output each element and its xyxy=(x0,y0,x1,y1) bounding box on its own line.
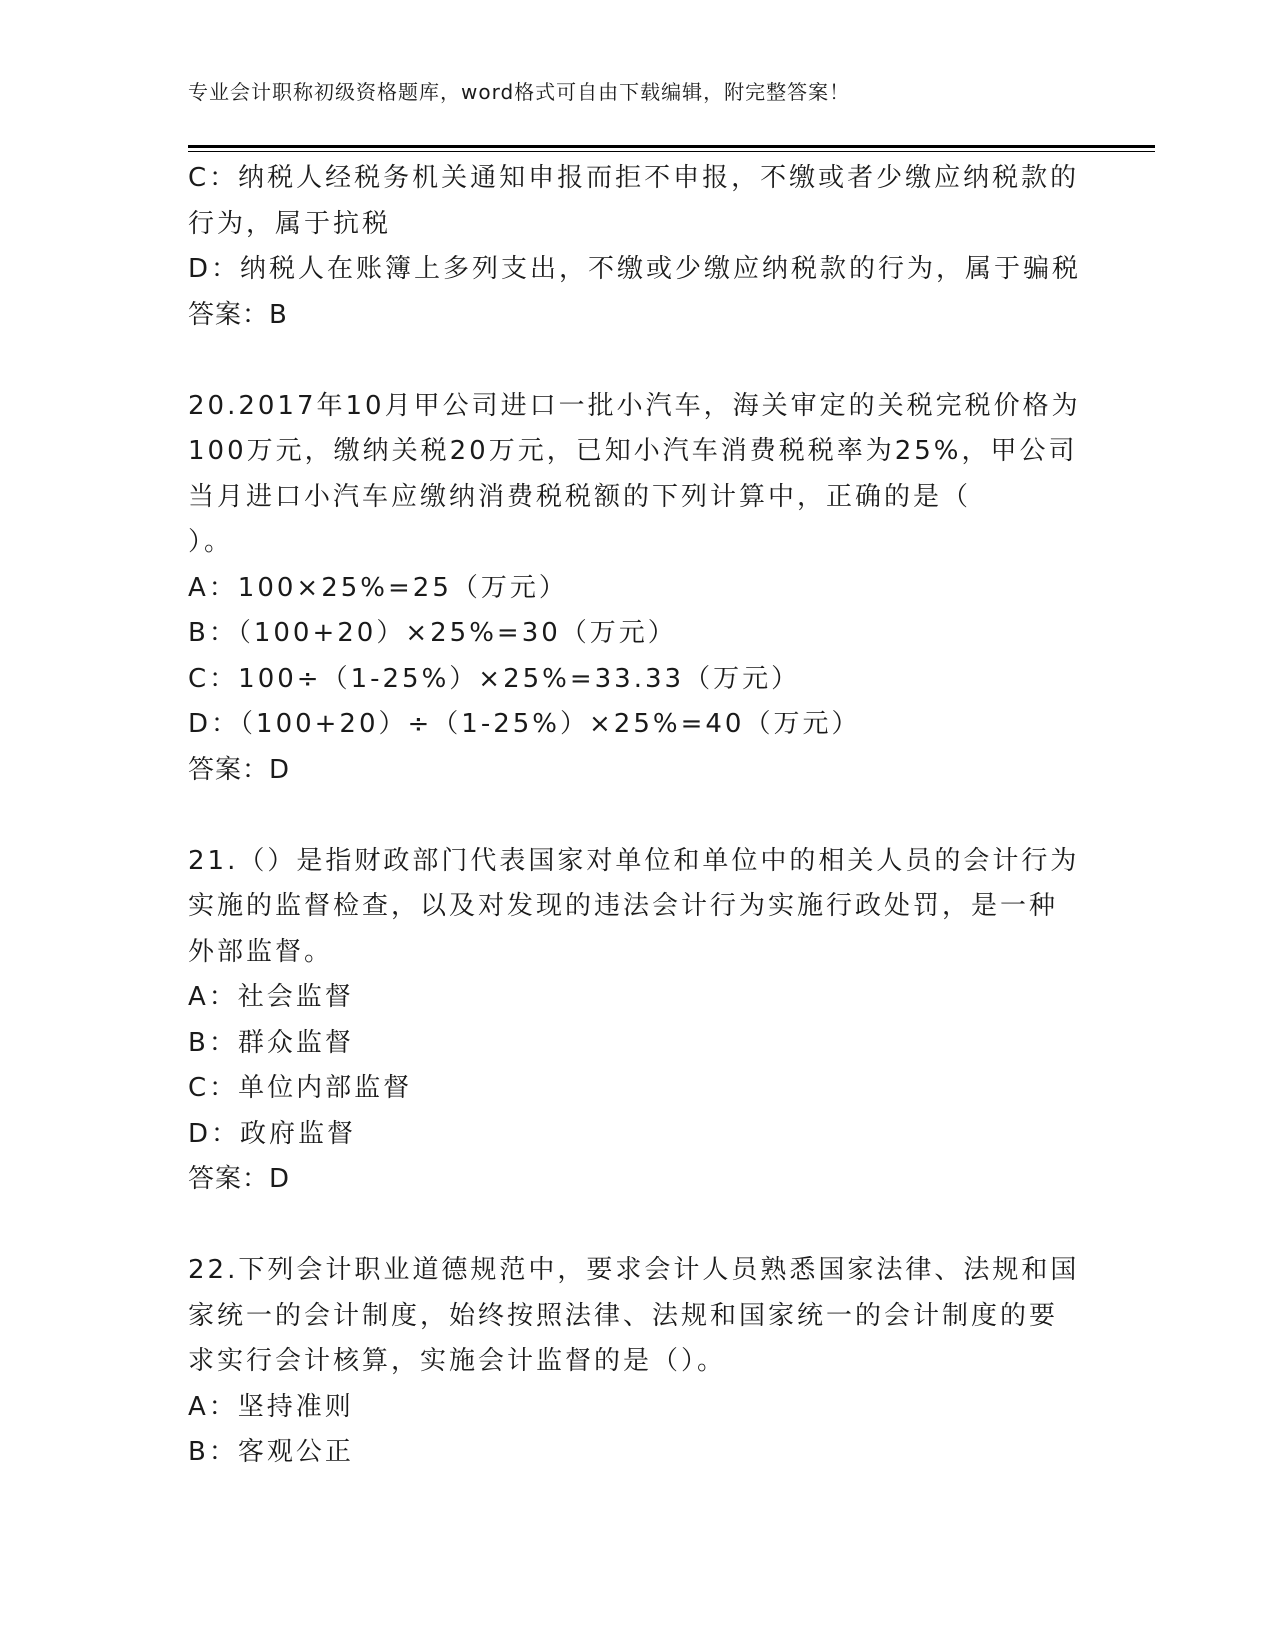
option-c-line-2: 行为，属于抗税 xyxy=(188,208,392,239)
question-20 xyxy=(188,384,1088,794)
option-a: A：坚持准则 xyxy=(188,1391,354,1422)
question-stem-line: 当月进口小汽车应缴纳消费税税额的下列计算中，正确的是（ xyxy=(188,481,972,512)
option-c-line-1: C：纳税人经税务机关通知申报而拒不申报，不缴或者少缴应纳税款的 xyxy=(188,163,1080,193)
question-stem-line: 100万元，缴纳关税20万元，已知小汽车消费税税率为25%，甲公司 xyxy=(188,436,1078,466)
spacer xyxy=(188,793,1088,839)
option-c: C：单位内部监督 xyxy=(188,1073,413,1103)
question-stem-line: 求实行会计核算，实施会计监督的是（）。 xyxy=(188,1346,727,1376)
option-a: A：社会监督 xyxy=(188,982,354,1012)
option-c: C：100÷（1-25%）×25%=33.33（万元） xyxy=(188,663,801,694)
answer: 答案：D xyxy=(188,1164,291,1194)
question-stem-line: ）。 xyxy=(188,527,234,557)
question-22 xyxy=(188,1248,1088,1476)
page-header: 专业会计职称初级资格题库，word格式可自由下载编辑，附完整答案！ xyxy=(188,80,851,104)
option-b: B：（100+20）×25%=30（万元） xyxy=(188,618,677,648)
spacer xyxy=(188,1203,1088,1249)
header-rule-thick xyxy=(188,145,1155,148)
question-stem-line: 家统一的会计制度，始终按照法律、法规和国家统一的会计制度的要 xyxy=(188,1300,1059,1331)
answer: 答案：B xyxy=(188,299,288,330)
header-rule-thin xyxy=(188,151,1155,152)
question-stem-line: 实施的监督检查，以及对发现的违法会计行为实施行政处罚，是一种 xyxy=(188,891,1059,921)
document-body xyxy=(188,156,1088,1476)
question-21 xyxy=(188,839,1088,1203)
option-d: D：（100+20）÷（1-25%）×25%=40（万元） xyxy=(188,709,861,739)
option-b: B：客观公正 xyxy=(188,1437,354,1467)
question-19-tail xyxy=(188,156,1088,338)
option-b: B：群众监督 xyxy=(188,1027,354,1058)
option-d: D：纳税人在账簿上多列支出，不缴或少缴应纳税款的行为，属于骗税 xyxy=(188,254,1082,284)
question-stem-line: 21.（）是指财政部门代表国家对单位和单位中的相关人员的会计行为 xyxy=(188,845,1080,876)
spacer xyxy=(188,338,1088,384)
option-d: D：政府监督 xyxy=(188,1118,357,1149)
question-stem-line: 外部监督。 xyxy=(188,936,334,967)
option-a: A：100×25%=25（万元） xyxy=(188,572,568,603)
answer: 答案：D xyxy=(188,754,291,785)
question-stem-line: 20.2017年10月甲公司进口一批小汽车，海关审定的关税完税价格为 xyxy=(188,390,1081,421)
question-stem-line: 22.下列会计职业道德规范中，要求会计人员熟悉国家法律、法规和国 xyxy=(188,1255,1080,1285)
